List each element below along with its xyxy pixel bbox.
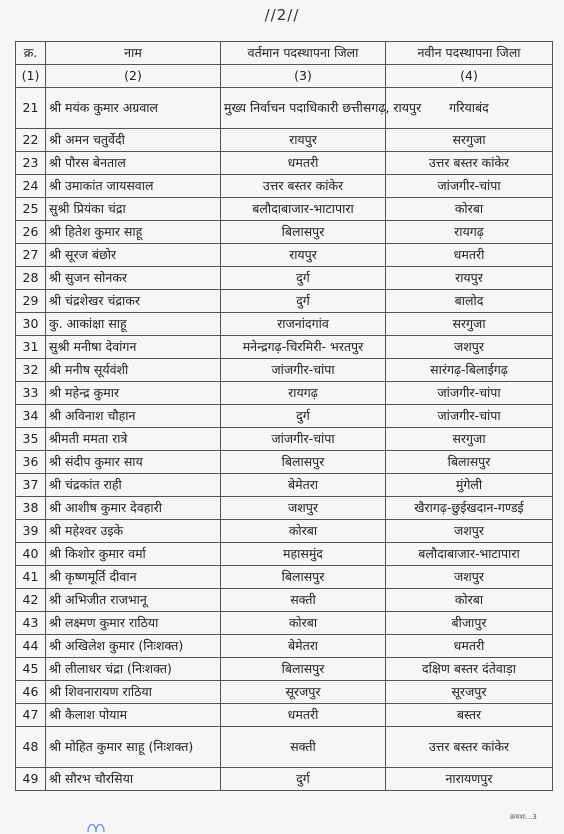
name-cell: श्री लक्ष्मण कुमार राठिया [46,612,221,635]
table-row [16,336,553,359]
watermark-logo-icon [84,818,124,834]
header-current-district: वर्तमान पदस्थापना जिला [221,42,386,65]
current-district-cell: दुर्ग [221,768,386,791]
serial-cell: 34 [16,405,46,428]
table-row [16,267,553,290]
name-cell: श्री सुजन सोनकर [46,267,221,290]
name-cell: श्री चंद्रशेखर चंद्राकर [46,290,221,313]
current-district-cell: रायगढ़ [221,382,386,405]
new-district-cell: दक्षिण बस्तर दंतेवाड़ा [386,658,553,681]
serial-cell: 36 [16,451,46,474]
serial-cell: 46 [16,681,46,704]
serial-cell: 47 [16,704,46,727]
serial-cell: 31 [16,336,46,359]
name-cell: श्री संदीप कुमार साय [46,451,221,474]
serial-cell: 29 [16,290,46,313]
name-cell: श्री मनीष सूर्यवंशी [46,359,221,382]
name-cell: श्री पौरस बेनताल [46,152,221,175]
current-district-cell: सूरजपुर [221,681,386,704]
new-district-cell: बस्तर [386,704,553,727]
new-district-cell: सरगुजा [386,428,553,451]
current-district-cell: सक्ती [221,727,386,768]
new-district-cell: बलौदाबाजार-भाटापारा [386,543,553,566]
table-row [16,405,553,428]
column-index: (4) [386,65,553,88]
name-cell: श्री अमन चतुर्वेदी [46,129,221,152]
name-cell: श्री उमाकांत जायसवाल [46,175,221,198]
table-row [16,428,553,451]
new-district-cell: बीजापुर [386,612,553,635]
new-district-cell: खैरागढ़-छुईखदान-गण्डई [386,497,553,520]
new-district-cell: जांजगीर-चांपा [386,175,553,198]
new-district-cell: कोरबा [386,589,553,612]
new-district-cell: जशपुर [386,336,553,359]
serial-cell: 38 [16,497,46,520]
new-district-cell: बालोद [386,290,553,313]
new-district-cell: गरियाबंद [386,88,553,129]
new-district-cell: उत्तर बस्तर कांकेर [386,727,553,768]
table-row [16,768,553,791]
current-district-cell: जांजगीर-चांपा [221,428,386,451]
header-name: नाम [46,42,221,65]
current-district-cell: जांजगीर-चांपा [221,359,386,382]
serial-cell: 48 [16,727,46,768]
serial-cell: 44 [16,635,46,658]
table-row [16,681,553,704]
serial-cell: 26 [16,221,46,244]
current-district-cell: उत्तर बस्तर कांकेर [221,175,386,198]
new-district-cell: उत्तर बस्तर कांकेर [386,152,553,175]
serial-cell: 23 [16,152,46,175]
name-cell: श्री लीलाधर चंद्रा (निःशक्त) [46,658,221,681]
table-row [16,313,553,336]
name-cell: श्री महेश्वर उइके [46,520,221,543]
table-row [16,658,553,681]
name-cell: श्री अखिलेश कुमार (निःशक्त) [46,635,221,658]
current-district-cell: राजनांदगांव [221,313,386,336]
serial-cell: 28 [16,267,46,290]
name-cell: श्री मयंक कुमार अग्रवाल [46,88,221,129]
name-cell: श्री किशोर कुमार वर्मा [46,543,221,566]
table-row [16,359,553,382]
current-district-cell: दुर्ग [221,290,386,313]
page-number: //2// [264,6,300,24]
name-cell: श्री मोहित कुमार साहू (निःशक्त) [46,727,221,768]
name-cell: श्री शिवनारायण राठिया [46,681,221,704]
serial-cell: 25 [16,198,46,221]
serial-cell: 39 [16,520,46,543]
serial-cell: 21 [16,88,46,129]
serial-cell: 30 [16,313,46,336]
table-row [16,727,553,768]
serial-cell: 37 [16,474,46,497]
current-district-cell: महासमुंद [221,543,386,566]
new-district-cell: सूरजपुर [386,681,553,704]
table-row [16,88,553,129]
table-row [16,543,553,566]
serial-cell: 32 [16,359,46,382]
name-cell: श्री सूरज बंछोर [46,244,221,267]
serial-cell: 35 [16,428,46,451]
table-row [16,290,553,313]
new-district-cell: जांजगीर-चांपा [386,382,553,405]
table-row [16,129,553,152]
table-row [16,635,553,658]
serial-cell: 24 [16,175,46,198]
current-district-cell: दुर्ग [221,405,386,428]
new-district-cell: सरगुजा [386,313,553,336]
name-cell: कु. आकांक्षा साहू [46,313,221,336]
new-district-cell: धमतरी [386,635,553,658]
header-new-district: नवीन पदस्थापना जिला [386,42,553,65]
name-cell: सुश्री प्रियंका चंद्रा [46,198,221,221]
table-row [16,451,553,474]
name-cell: श्री आशीष कुमार देवहारी [46,497,221,520]
name-cell: श्री सौरभ चौरसिया [46,768,221,791]
table-row [16,497,553,520]
current-district-cell: बिलासपुर [221,658,386,681]
current-district-cell: रायपुर [221,129,386,152]
current-district-cell: मनेन्द्रगढ़-चिरमिरी- भरतपुर [221,336,386,359]
table-row [16,221,553,244]
new-district-cell: नारायणपुर [386,768,553,791]
table-row [16,244,553,267]
current-district-cell: रायपुर [221,244,386,267]
continued-note: क्रमशः...3 [510,813,537,821]
column-index: (2) [46,65,221,88]
column-index: (3) [221,65,386,88]
new-district-cell: रायगढ़ [386,221,553,244]
serial-cell: 41 [16,566,46,589]
new-district-cell: मुंगेली [386,474,553,497]
table-row [16,382,553,405]
current-district-cell: सक्ती [221,589,386,612]
current-district-cell: जशपुर [221,497,386,520]
name-cell: सुश्री मनीषा देवांगन [46,336,221,359]
name-cell: श्री कृष्णमूर्ति दीवान [46,566,221,589]
current-district-cell: दुर्ग [221,267,386,290]
new-district-cell: सारंगढ़-बिलाईगढ़ [386,359,553,382]
current-district-cell: बलौदाबाजार-भाटापारा [221,198,386,221]
serial-cell: 45 [16,658,46,681]
current-district-cell: मुख्य निर्वाचन पदाधिकारी छत्तीसगढ़, रायपुर [221,88,386,129]
serial-cell: 43 [16,612,46,635]
new-district-cell: जशपुर [386,566,553,589]
new-district-cell: बिलासपुर [386,451,553,474]
column-index: (1) [16,65,46,88]
current-district-cell: बेमेतरा [221,474,386,497]
new-district-cell: जांजगीर-चांपा [386,405,553,428]
table-row [16,520,553,543]
current-district-cell: धमतरी [221,704,386,727]
new-district-cell: कोरबा [386,198,553,221]
table-row [16,175,553,198]
current-district-cell: बिलासपुर [221,221,386,244]
table-row [16,589,553,612]
serial-cell: 40 [16,543,46,566]
new-district-cell: जशपुर [386,520,553,543]
header-serial: क्र. [16,42,46,65]
current-district-cell: बिलासपुर [221,566,386,589]
table-row [16,612,553,635]
serial-cell: 27 [16,244,46,267]
name-cell: श्री महेन्द्र कुमार [46,382,221,405]
new-district-cell: सरगुजा [386,129,553,152]
table-row [16,198,553,221]
name-cell: श्रीमती ममता रात्रे [46,428,221,451]
name-cell: श्री हितेश कुमार साहू [46,221,221,244]
table-row [16,152,553,175]
new-district-cell: रायपुर [386,267,553,290]
current-district-cell: बेमेतरा [221,635,386,658]
current-district-cell: धमतरी [221,152,386,175]
new-district-cell: धमतरी [386,244,553,267]
serial-cell: 49 [16,768,46,791]
current-district-cell: कोरबा [221,520,386,543]
name-cell: श्री अविनाश चौहान [46,405,221,428]
name-cell: श्री चंद्रकांत राही [46,474,221,497]
serial-cell: 42 [16,589,46,612]
table-row [16,566,553,589]
column-index-row [16,65,553,88]
serial-cell: 22 [16,129,46,152]
current-district-cell: कोरबा [221,612,386,635]
table-row [16,704,553,727]
table-row [16,474,553,497]
current-district-cell: बिलासपुर [221,451,386,474]
name-cell: श्री कैलाश पोयाम [46,704,221,727]
transfer-table [15,41,553,791]
name-cell: श्री अभिजीत राजभानू [46,589,221,612]
serial-cell: 33 [16,382,46,405]
